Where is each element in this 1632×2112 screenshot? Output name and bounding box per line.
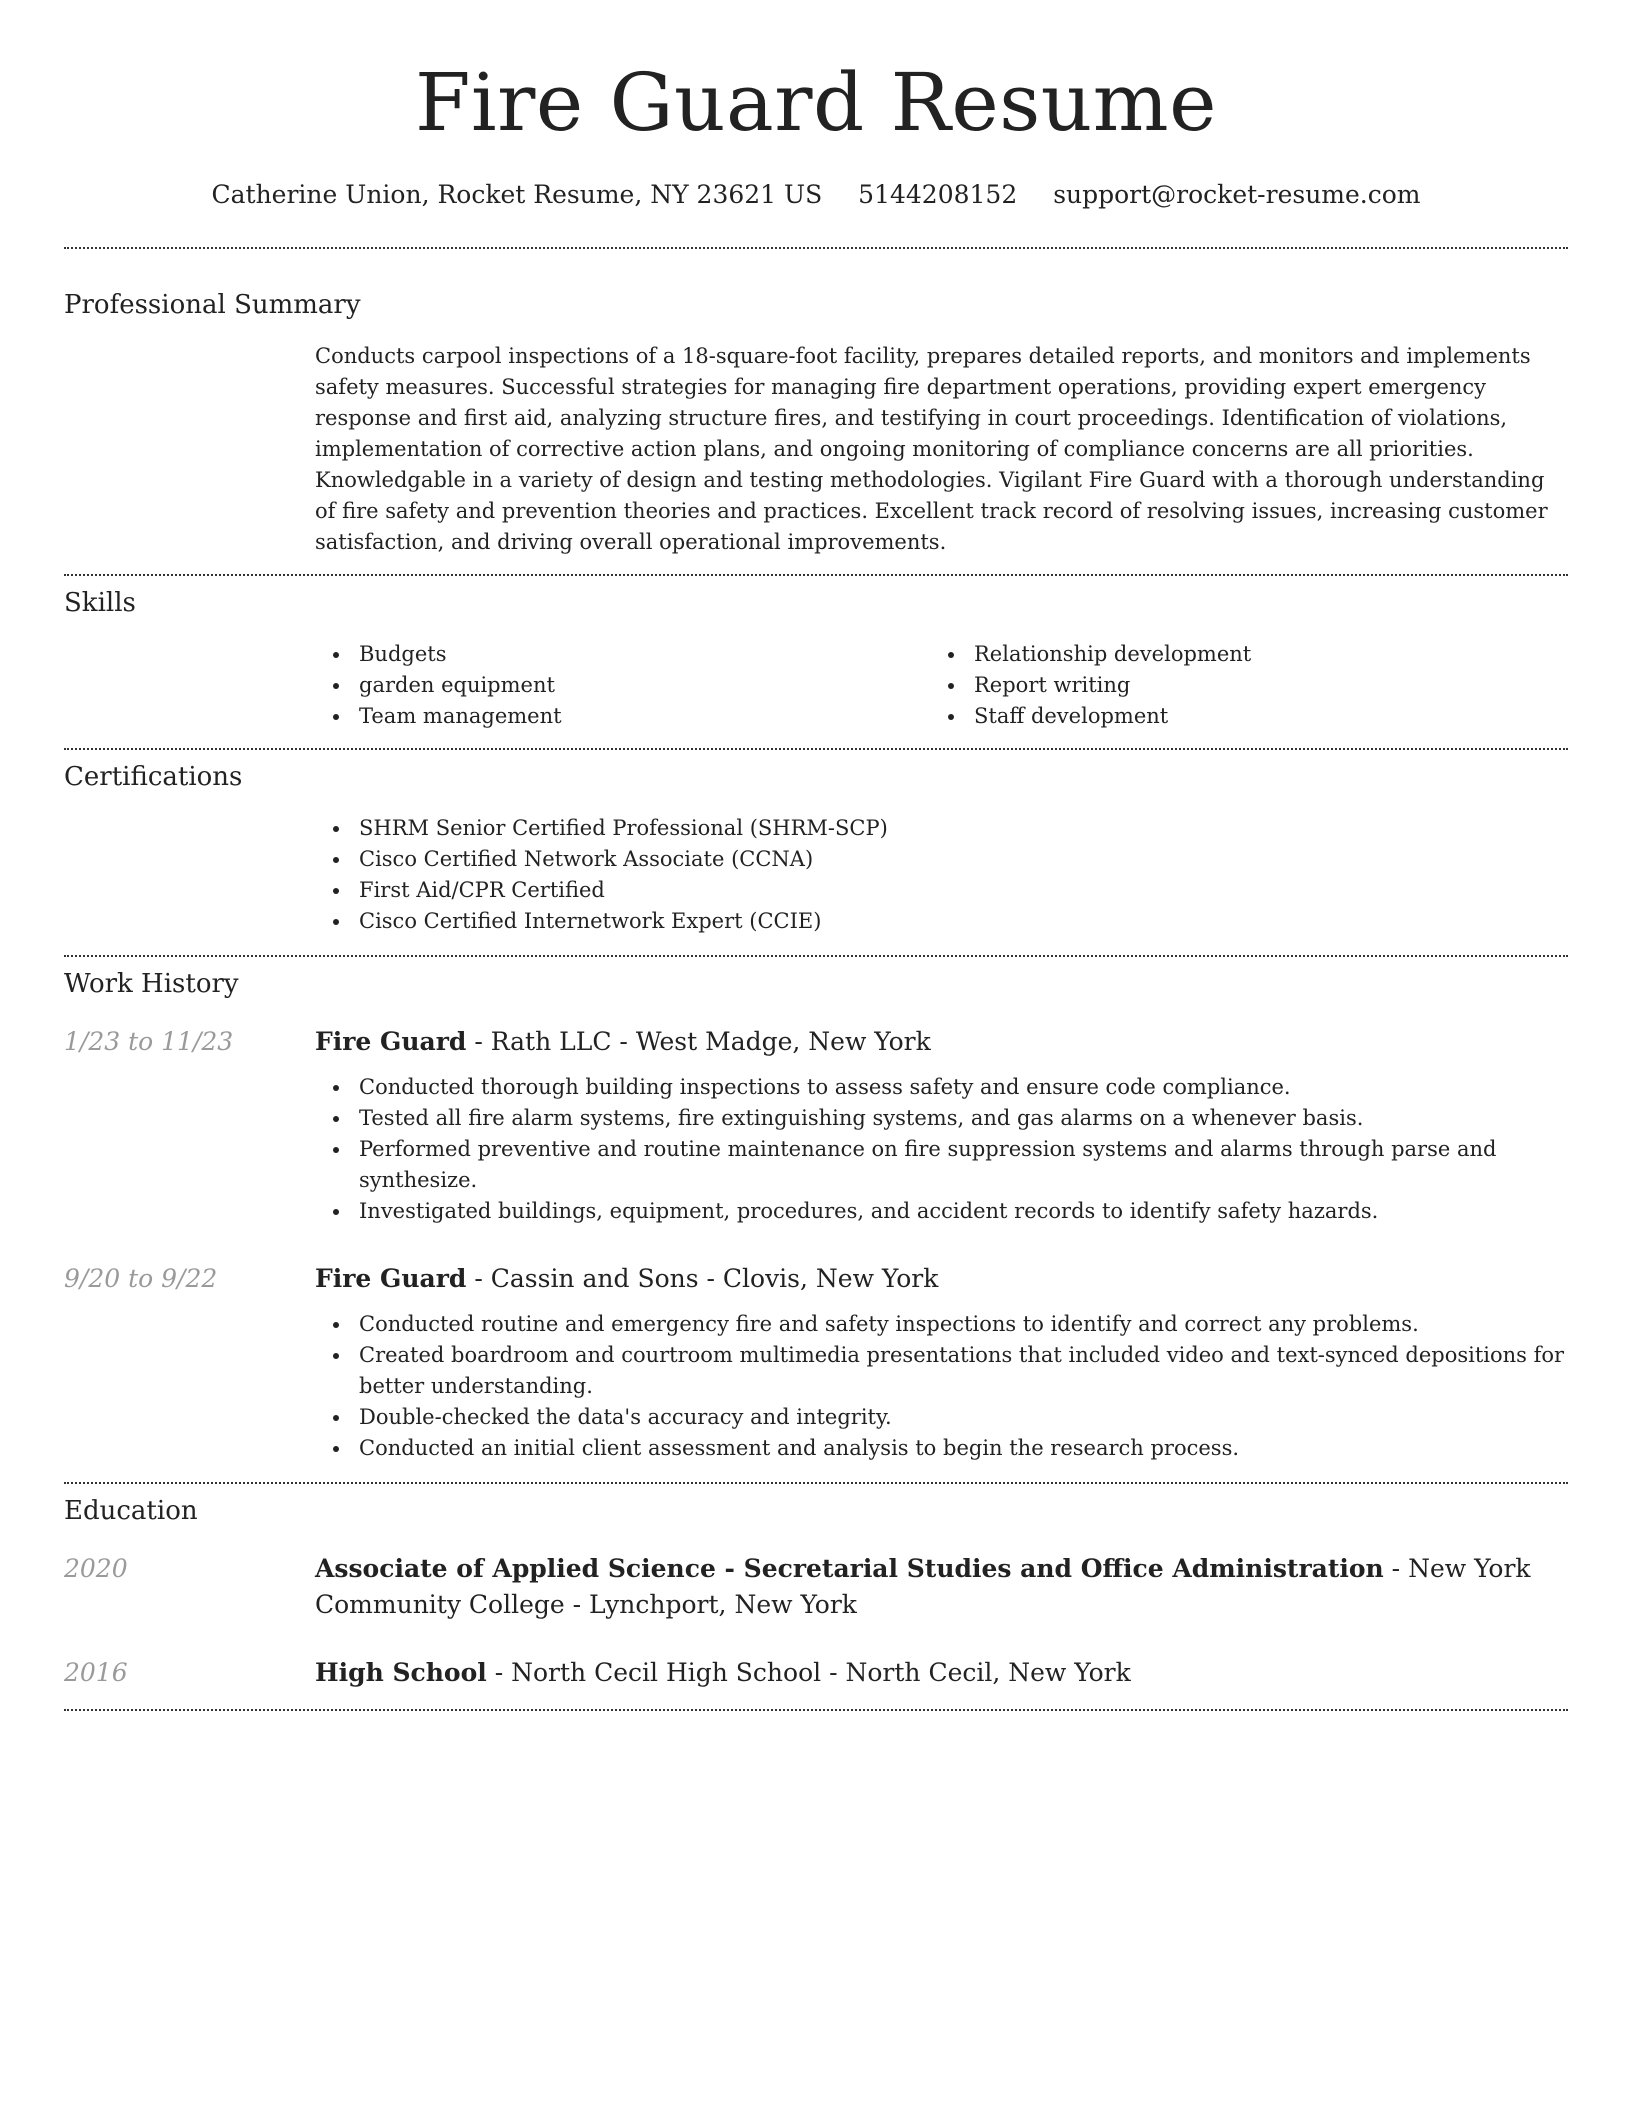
education-degree: High School	[315, 1658, 487, 1687]
job-employer: - Rath LLC - West Madge, New York	[466, 1027, 931, 1056]
job-bullets	[315, 1072, 1568, 1227]
job-bullet: Investigated buildings, equipment, procedures, and accident records to identify safety hazards.	[315, 1196, 1568, 1227]
education-entry	[64, 1655, 1568, 1691]
skill-item: garden equipment	[315, 670, 930, 701]
job-bullet: Conducted an initial client assessment and analysis to begin the research process.	[315, 1433, 1568, 1464]
skills-grid	[315, 639, 1568, 732]
certification-item: Cisco Certified Network Associate (CCNA)	[315, 844, 1568, 875]
job-employer: - Cassin and Sons - Clovis, New York	[466, 1264, 939, 1293]
education-detail	[315, 1655, 1568, 1691]
section-title-work-history: Work History	[64, 969, 239, 999]
education-degree: Associate of Applied Science - Secretarial Studies and Office Administration	[315, 1554, 1384, 1583]
contact-address: Catherine Union, Rocket Resume, NY 23621 US	[211, 180, 823, 209]
contact-email: support@rocket-resume.com	[1053, 180, 1421, 209]
skill-item: Staff development	[930, 701, 1545, 732]
summary-text: Conducts carpool inspections of a 18-square-foot facility, prepares detailed reports, and monitors and implements safety measures. Successful strategies for managing fire department operations, providing expert emergency response and first aid, analyzing structure fires, and testifying in court proceedings. Identification of violations, implementation of corrective action plans, and ongoing monitoring of compliance concerns are all priorities. Knowledgable in a variety of design and testing methodologies. Vigilant Fire Guard with a thorough understanding of fire safety and prevention theories and practices. Excellent track record of resolving issues, increasing customer satisfaction, and driving overall operational improvements.	[315, 344, 1548, 554]
section-title-education: Education	[64, 1496, 198, 1526]
job-bullets	[315, 1309, 1568, 1464]
contact-line	[64, 178, 1568, 212]
certification-item: First Aid/CPR Certified	[315, 875, 1568, 906]
divider	[64, 1709, 1568, 1711]
job-title: Fire Guard	[315, 1264, 467, 1293]
skill-item: Relationship development	[930, 639, 1545, 670]
skills-list-left	[315, 639, 930, 732]
job-heading	[315, 1024, 1568, 1060]
education-detail	[315, 1551, 1568, 1623]
job-dates: 9/20 to 9/22	[64, 1264, 218, 1293]
certifications-list	[315, 813, 1568, 937]
job-bullet: Created boardroom and courtroom multimedia presentations that included video and text-synced depositions for better understanding.	[315, 1340, 1568, 1402]
skill-item: Budgets	[315, 639, 930, 670]
job-entry	[64, 1261, 1568, 1464]
page-title: Fire Guard Resume	[415, 56, 1217, 149]
skills-list-right	[930, 639, 1545, 732]
job-body	[315, 1261, 1568, 1464]
job-bullet: Conducted routine and emergency fire and safety inspections to identify and correct any problems.	[315, 1309, 1568, 1340]
resume-header	[64, 0, 1568, 212]
job-dates: 1/23 to 11/23	[64, 1027, 234, 1056]
job-heading	[315, 1261, 1568, 1297]
education-year: 2020	[64, 1554, 128, 1583]
skill-item: Report writing	[930, 670, 1545, 701]
job-bullet: Double-checked the data's accuracy and integrity.	[315, 1402, 1568, 1433]
education-school: - New York Community College - Lynchport, New York	[315, 1554, 1531, 1619]
skills-section	[64, 576, 1568, 732]
section-title-summary: Professional Summary	[64, 290, 361, 320]
section-title-skills: Skills	[64, 588, 136, 618]
job-bullet: Conducted thorough building inspections to assess safety and ensure code compliance.	[315, 1072, 1568, 1103]
job-entry	[64, 1024, 1568, 1227]
job-bullet: Performed preventive and routine maintenance on fire suppression systems and alarms through parse and synthesize.	[315, 1134, 1568, 1196]
skill-item: Team management	[315, 701, 930, 732]
section-title-certifications: Certifications	[64, 762, 243, 792]
certifications-section	[64, 750, 1568, 937]
certification-item: Cisco Certified Internetwork Expert (CCIE)	[315, 906, 1568, 937]
job-body	[315, 1024, 1568, 1227]
job-bullet: Tested all fire alarm systems, fire extinguishing systems, and gas alarms on a whenever basis.	[315, 1103, 1568, 1134]
education-section	[64, 1484, 1568, 1691]
certification-item: SHRM Senior Certified Professional (SHRM-SCP)	[315, 813, 1568, 844]
contact-phone: 5144208152	[858, 180, 1018, 209]
education-school: - North Cecil High School - North Cecil, New York	[486, 1658, 1131, 1687]
job-title: Fire Guard	[315, 1027, 467, 1056]
summary-section	[64, 249, 1568, 558]
education-entry	[64, 1551, 1568, 1623]
education-year: 2016	[64, 1658, 128, 1687]
work-history-section	[64, 957, 1568, 1464]
